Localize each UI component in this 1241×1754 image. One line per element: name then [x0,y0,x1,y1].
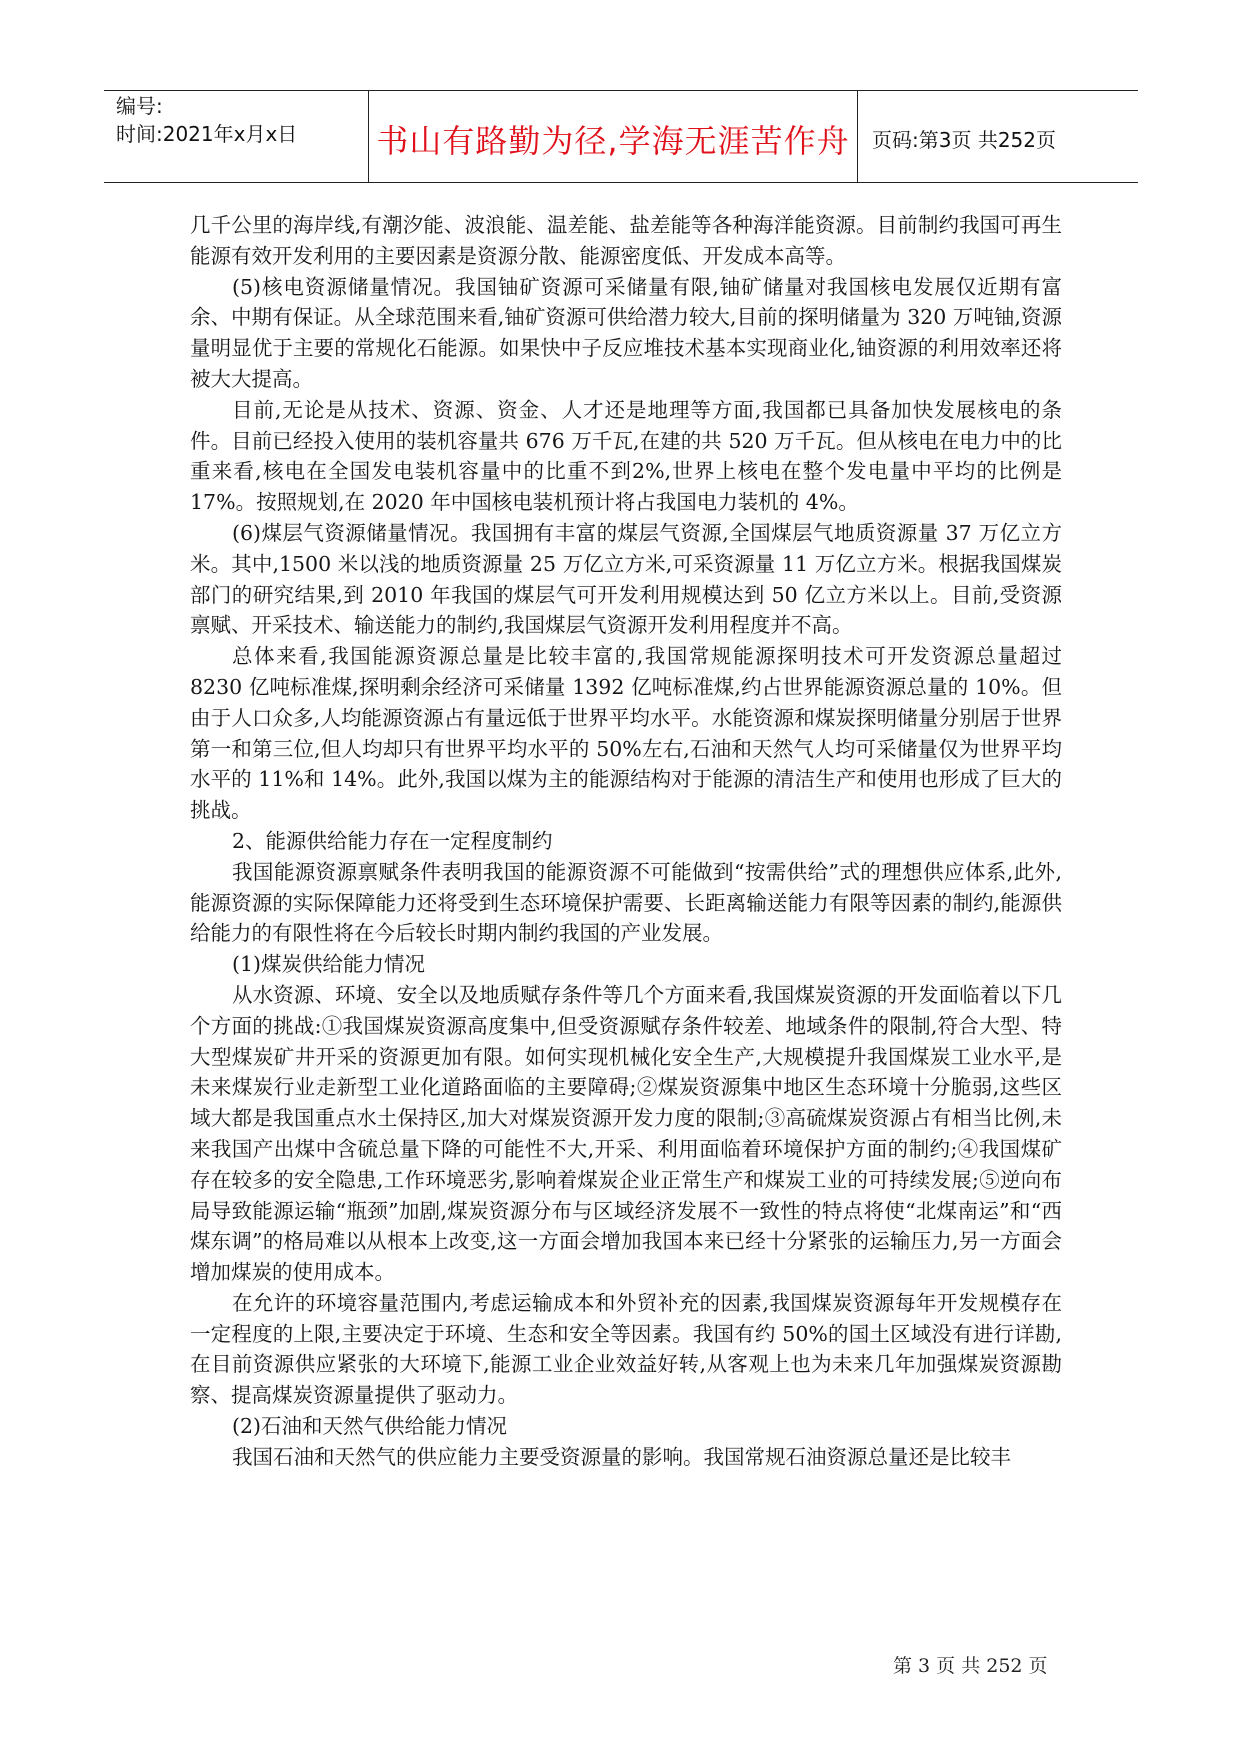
document-body [190,210,1062,1473]
paragraph: (6)煤层气资源储量情况。我国拥有丰富的煤层气资源,全国煤层气地质资源量 37 万亿立方米。其中,1500 米以浅的地质资源量 25 万亿立方米,可采资源量 11 万亿立方米。根据我国煤炭部门的研究结果,到 2010 年我国的煤层气可开发利用规模达到 50 亿立方米以上。目前,受资源禀赋、开采技术、输送能力的制约,我国煤层气资源开发利用程度并不高。 [190,520,1062,638]
paragraph: 目前,无论是从技术、资源、资金、人才还是地理等方面,我国都已具备加快发展核电的条件。目前已经投入使用的装机容量共 676 万千瓦,在建的共 520 万千瓦。但从核电在电力中的比重来看,核电在全国发电装机容量中的比重不到2%,世界上核电在整个发电量中平均的比例是 17%。按照规划,在 2020 年中国核电装机预计将占我国电力装机的 4%。 [190,397,1062,515]
paragraph: (5)核电资源储量情况。我国铀矿资源可采储量有限,铀矿储量对我国核电发展仅近期有富余、中期有保证。从全球范围来看,铀矿资源可供给潜力较大,目前的探明储量为 320 万吨铀,资源量明显优于主要的常规化石能源。如果快中子反应堆技术基本实现商业化,铀资源的利用效率还将被大大提高。 [190,274,1062,391]
header-number-label: 编号: [116,94,163,118]
header-divider-right [857,91,858,182]
header-motto: 书山有路勤为径,学海无涯苦作舟 [376,122,850,160]
header-top-rule [104,90,1138,91]
paragraph: 我国石油和天然气的供应能力主要受资源量的影响。我国常规石油资源总量还是比较丰 [232,1444,1011,1469]
header-time-label: 时间:2021年x月x日 [116,122,298,146]
section-heading: 2、能源供给能力存在一定程度制约 [232,828,553,853]
subsection-heading: (2)石油和天然气供给能力情况 [232,1414,508,1439]
subsection-heading: (1)煤炭供给能力情况 [232,952,426,977]
paragraph: 在允许的环境容量范围内,考虑运输成本和外贸补充的因素,我国煤炭资源每年开发规模存在一定程度的上限,主要决定于环境、生态和安全等因素。我国有约 50%的国土区域没有进行详勘,在目前资源供应紧张的大环境下,能源工业企业效益好转,从客观上也为未来几年加强煤炭资源勘察、提高煤炭资源量提供了驱动力。 [190,1290,1062,1408]
header-bottom-rule [104,182,1138,183]
header-meta [116,92,297,148]
paragraph: 总体来看,我国能源资源总量是比较丰富的,我国常规能源探明技术可开发资源总量超过 8230 亿吨标准煤,探明剩余经济可采储量 1392 亿吨标准煤,约占世界能源资源总量的 10%。但由于人口众多,人均能源资源占有量远低于世界平均水平。水能资源和煤炭探明储量分别居于世界第一和第三位,但人均却只有世界平均水平的 50%左右,石油和天然气人均可采储量仅为世界平均水平的 11%和 14%。此外,我国以煤为主的能源结构对于能源的清洁生产和使用也形成了巨大的挑战。 [190,644,1062,823]
paragraph: 几千公里的海岸线,有潮汐能、波浪能、温差能、盐差能等各种海洋能资源。目前制约我国可再生能源有效开发利用的主要因素是资源分散、能源密度低、开发成本高等。 [190,213,1062,268]
header-page-info: 页码:第3页 共252页 [872,128,1056,152]
footer-page-number: 第 3 页 共 252 页 [893,1655,1048,1677]
paragraph: 从水资源、环境、安全以及地质赋存条件等几个方面来看,我国煤炭资源的开发面临着以下几个方面的挑战:①我国煤炭资源高度集中,但受资源赋存条件较差、地域条件的限制,符合大型、特大型煤炭矿井开采的资源更加有限。如何实现机械化安全生产,大规模提升我国煤炭工业水平,是未来煤炭行业走新型工业化道路面临的主要障碍;②煤炭资源集中地区生态环境十分脆弱,这些区域大都是我国重点水土保持区,加大对煤炭资源开发力度的限制;③高硫煤炭资源占有相当比例,未来我国产出煤中含硫总量下降的可能性不大,开采、利用面临着环境保护方面的制约;④我国煤矿存在较多的安全隐患,工作环境恶劣,影响着煤炭企业正常生产和煤炭工业的可持续发展;⑤逆向布局导致能源运输“瓶颈”加剧,煤炭资源分布与区域经济发展不一致性的特点将使“北煤南运”和“西煤东调”的格局难以从根本上改变,这一方面会增加我国本来已经十分紧张的运输压力,另一方面会增加煤炭的使用成本。 [190,982,1062,1285]
paragraph: 我国能源资源禀赋条件表明我国的能源资源不可能做到“按需供给”式的理想供应体系,此外,能源资源的实际保障能力还将受到生态环境保护需要、长距离输送能力有限等因素的制约,能源供给能力的有限性将在今后较长时期内制约我国的产业发展。 [190,859,1062,946]
